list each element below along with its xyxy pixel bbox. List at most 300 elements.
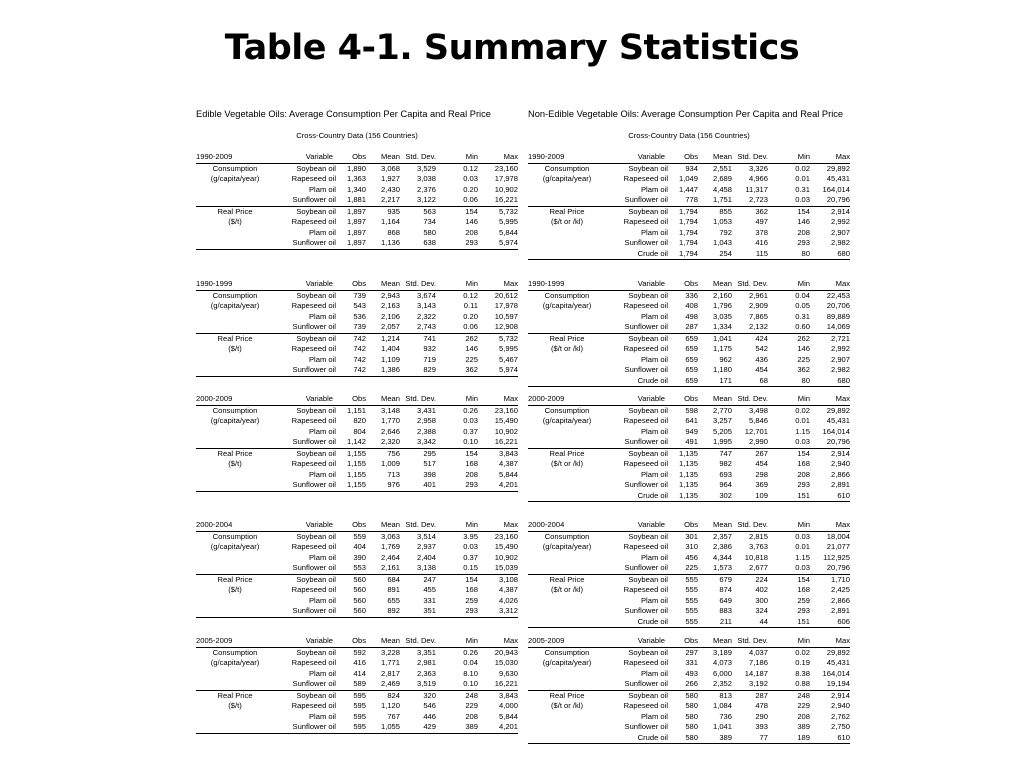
col-header-min: Min <box>436 152 478 163</box>
mean-cell: 655 <box>387 595 400 605</box>
min-cell: 0.10 <box>463 679 478 688</box>
obs-cell: 225 <box>685 563 698 572</box>
std-dev-cell: 68 <box>732 376 768 387</box>
max-cell: 3,108 <box>478 574 518 585</box>
max-cell: 2,982 <box>830 238 850 247</box>
table-row <box>196 185 518 196</box>
category-cell <box>528 596 606 607</box>
col-header-min: Min <box>768 636 810 647</box>
header-row <box>196 520 518 531</box>
table-row <box>528 470 850 481</box>
max-cell: 15,039 <box>494 563 518 572</box>
category-cell <box>196 669 274 680</box>
std-dev-cell: 247 <box>400 574 436 585</box>
table-row <box>196 574 518 585</box>
obs-cell: 297 <box>685 647 698 657</box>
col-header-std-dev: Std. Dev. <box>400 279 436 290</box>
col-header-obs: Obs <box>336 520 366 531</box>
period-label: 1990-2009 <box>196 152 274 163</box>
std-dev-cell: 416 <box>755 238 768 247</box>
category-label: Real Price <box>528 333 606 344</box>
period-label: 2000-2009 <box>196 394 274 405</box>
min-cell: 0.02 <box>795 163 810 173</box>
col-header-min: Min <box>768 279 810 290</box>
table-row <box>196 658 518 669</box>
mean-cell: 1,043 <box>712 238 732 247</box>
variable-cell: Soybean oil <box>274 690 336 701</box>
std-dev-cell: 2,132 <box>748 322 768 331</box>
table-row <box>528 185 850 196</box>
mean-cell: 1,009 <box>380 459 400 468</box>
std-dev-cell: 2,677 <box>748 563 768 572</box>
variable-cell: Rapeseed oil <box>291 217 336 226</box>
std-dev-cell: 454 <box>755 459 768 468</box>
min-cell: 0.01 <box>795 542 810 551</box>
obs-cell: 804 <box>353 426 366 436</box>
category-unit: (g/capita/year) <box>542 174 592 183</box>
category-cell <box>528 249 606 260</box>
table-row <box>528 531 850 542</box>
std-dev-cell: 429 <box>400 722 436 733</box>
period-label: 2005-2009 <box>528 636 606 647</box>
min-cell: 0.03 <box>795 437 810 446</box>
variable-cell: Soybean oil <box>274 574 336 585</box>
panel-subtitle: Cross-Country Data (156 Countries) <box>628 131 750 140</box>
stats-table <box>528 279 850 387</box>
obs-cell: 1,135 <box>678 480 698 489</box>
std-dev-cell: 4,037 <box>748 647 768 657</box>
obs-cell: 742 <box>336 333 366 344</box>
table-row <box>196 690 518 701</box>
variable-cell: Plam oil <box>640 668 668 678</box>
std-dev-cell: 7,186 <box>748 658 768 667</box>
std-dev-cell: 378 <box>755 227 768 237</box>
col-header-std-dev: Std. Dev. <box>400 636 436 647</box>
mean-cell: 1,927 <box>380 174 400 183</box>
max-cell: 89,889 <box>826 311 850 321</box>
min-cell: 154 <box>436 574 478 585</box>
col-header-mean: Mean <box>366 279 400 290</box>
max-cell: 2,891 <box>830 606 850 615</box>
max-cell: 20,796 <box>826 195 850 204</box>
col-header-variable: Variable <box>274 394 336 405</box>
min-cell: 293 <box>797 480 810 489</box>
table-row <box>528 405 850 416</box>
mean-cell: 2,357 <box>712 531 732 541</box>
min-cell: 0.31 <box>795 311 810 321</box>
mean-cell: 211 <box>698 617 732 628</box>
category-label: Real Price <box>196 448 274 459</box>
mean-cell: 1,770 <box>380 416 400 425</box>
max-cell: 20,943 <box>494 647 518 657</box>
min-cell: 293 <box>797 238 810 247</box>
category-unit: ($/t) <box>228 701 242 710</box>
category-unit: ($/t or /kl) <box>550 217 584 226</box>
obs-cell: 1,135 <box>678 459 698 468</box>
category-cell <box>528 553 606 564</box>
variable-cell: Plam oil <box>308 227 336 237</box>
table-row <box>196 301 518 312</box>
obs-cell: 416 <box>353 658 366 667</box>
std-dev-cell: 398 <box>423 469 436 479</box>
col-header-variable: Variable <box>274 520 336 531</box>
min-cell: 0.26 <box>463 405 478 415</box>
max-cell: 45,431 <box>826 416 850 425</box>
table-row <box>196 355 518 366</box>
col-header-std-dev: Std. Dev. <box>732 152 768 163</box>
category-cell <box>196 470 274 481</box>
col-header-max: Max <box>478 636 518 647</box>
variable-cell: Soybean oil <box>606 206 668 217</box>
category-label: Consumption <box>212 163 258 173</box>
mean-cell: 2,646 <box>380 426 400 436</box>
header-row <box>196 279 518 290</box>
col-header-std-dev: Std. Dev. <box>732 636 768 647</box>
table-row <box>528 733 850 744</box>
category-unit: ($/t or /kl) <box>550 701 584 710</box>
max-cell: 23,160 <box>494 163 518 173</box>
mean-cell: 1,404 <box>380 344 400 353</box>
variable-cell: Plam oil <box>640 552 668 562</box>
period-label: 2005-2009 <box>196 636 274 647</box>
obs-cell: 1,897 <box>336 206 366 217</box>
table-row <box>196 228 518 239</box>
table-row <box>528 427 850 438</box>
max-cell: 4,201 <box>478 722 518 733</box>
max-cell: 18,004 <box>826 531 850 541</box>
col-header-variable: Variable <box>606 152 668 163</box>
obs-cell: 404 <box>353 542 366 551</box>
obs-cell: 555 <box>668 574 698 585</box>
mean-cell: 679 <box>698 574 732 585</box>
std-dev-cell: 580 <box>423 227 436 237</box>
max-cell: 20,706 <box>826 301 850 310</box>
table-row <box>196 470 518 481</box>
col-header-obs: Obs <box>668 394 698 405</box>
col-header-obs: Obs <box>668 152 698 163</box>
mean-cell: 3,257 <box>712 416 732 425</box>
variable-cell: Rapeseed oil <box>291 542 336 551</box>
min-cell: 208 <box>797 469 810 479</box>
mean-cell: 982 <box>719 459 732 468</box>
max-cell: 5,732 <box>478 333 518 344</box>
col-header-max: Max <box>810 394 850 405</box>
variable-cell: Plam oil <box>308 311 336 321</box>
max-cell: 10,902 <box>494 184 518 194</box>
min-cell: 293 <box>436 480 478 491</box>
mean-cell: 935 <box>366 206 400 217</box>
obs-cell: 301 <box>685 531 698 541</box>
min-cell: 146 <box>465 344 478 353</box>
max-cell: 2,914 <box>810 448 850 459</box>
mean-cell: 1,751 <box>712 195 732 204</box>
std-dev-cell: 2,981 <box>416 658 436 667</box>
col-header-min: Min <box>768 394 810 405</box>
period-block <box>528 394 850 502</box>
variable-cell: Plam oil <box>640 469 668 479</box>
table-row <box>528 448 850 459</box>
col-header-mean: Mean <box>698 279 732 290</box>
category-cell <box>196 722 274 733</box>
table-row <box>528 174 850 185</box>
max-cell: 2,940 <box>830 459 850 468</box>
category-label: Real Price <box>528 206 606 217</box>
std-dev-cell: 3,674 <box>416 290 436 300</box>
table-row <box>528 542 850 553</box>
variable-cell: Crude oil <box>606 376 668 387</box>
max-cell: 3,843 <box>478 448 518 459</box>
std-dev-cell: 10,818 <box>744 552 768 562</box>
max-cell: 5,844 <box>498 227 518 237</box>
max-cell: 2,425 <box>830 585 850 594</box>
category-label: Consumption <box>544 647 590 657</box>
col-header-min: Min <box>436 636 478 647</box>
mean-cell: 1,334 <box>712 322 732 331</box>
category-cell <box>528 617 606 628</box>
std-dev-cell: 109 <box>732 491 768 502</box>
variable-cell: Soybean oil <box>296 163 336 173</box>
max-cell: 4,387 <box>498 459 518 468</box>
table-row <box>196 195 518 206</box>
min-cell: 262 <box>436 333 478 344</box>
mean-cell: 2,386 <box>712 542 732 551</box>
max-cell: 23,160 <box>494 405 518 415</box>
max-cell: 5,844 <box>498 711 518 721</box>
min-cell: 208 <box>797 227 810 237</box>
max-cell: 9,630 <box>498 668 518 678</box>
table-row <box>196 365 518 376</box>
stats-table <box>528 152 850 260</box>
header-row <box>528 152 850 163</box>
std-dev-cell: 2,376 <box>416 184 436 194</box>
mean-cell: 1,214 <box>366 333 400 344</box>
std-dev-cell: 454 <box>755 365 768 374</box>
header-row <box>528 520 850 531</box>
obs-cell: 1,049 <box>678 174 698 183</box>
panel-title: Non-Edible Vegetable Oils: Average Consumption Per Capita and Real Price <box>528 109 844 119</box>
obs-cell: 1,340 <box>346 184 366 194</box>
variable-cell: Plam oil <box>308 354 336 364</box>
category-cell <box>196 195 274 206</box>
variable-cell: Rapeseed oil <box>291 459 336 468</box>
obs-cell: 1,155 <box>346 469 366 479</box>
variable-cell: Sunflower oil <box>274 722 336 733</box>
variable-cell: Sunflower oil <box>292 679 336 688</box>
obs-cell: 408 <box>685 301 698 310</box>
obs-cell: 595 <box>336 690 366 701</box>
variable-cell: Soybean oil <box>628 405 668 415</box>
std-dev-cell: 829 <box>400 365 436 376</box>
max-cell: 4,201 <box>478 480 518 491</box>
table-row <box>196 238 518 249</box>
min-cell: 229 <box>465 701 478 710</box>
min-cell: 0.31 <box>795 184 810 194</box>
variable-cell: Rapeseed oil <box>623 174 668 183</box>
min-cell: 0.01 <box>795 174 810 183</box>
mean-cell: 1,769 <box>380 542 400 551</box>
variable-cell: Rapeseed oil <box>623 658 668 667</box>
mean-cell: 891 <box>387 585 400 594</box>
variable-cell: Soybean oil <box>606 574 668 585</box>
table-row <box>196 206 518 217</box>
variable-cell: Rapeseed oil <box>623 217 668 226</box>
category-unit: ($/t) <box>228 585 242 594</box>
mean-cell: 2,057 <box>380 322 400 331</box>
variable-cell: Rapeseed oil <box>291 585 336 594</box>
table-row <box>196 712 518 723</box>
std-dev-cell: 3,519 <box>416 679 436 688</box>
min-cell: 0.60 <box>795 322 810 331</box>
variable-cell: Sunflower oil <box>292 563 336 572</box>
max-cell: 680 <box>810 376 850 387</box>
table-row <box>528 249 850 260</box>
obs-cell: 414 <box>353 668 366 678</box>
mean-cell: 1,120 <box>380 701 400 710</box>
min-cell: 189 <box>768 733 810 744</box>
table-row <box>528 690 850 701</box>
obs-cell: 580 <box>668 690 698 701</box>
obs-cell: 580 <box>685 722 698 731</box>
max-cell: 29,892 <box>826 163 850 173</box>
category-cell <box>528 470 606 481</box>
std-dev-cell: 2,958 <box>416 416 436 425</box>
col-header-obs: Obs <box>336 636 366 647</box>
table-row <box>196 701 518 712</box>
variable-cell: Crude oil <box>606 733 668 744</box>
table-row <box>528 238 850 249</box>
mean-cell: 1,796 <box>712 301 732 310</box>
variable-cell: Soybean oil <box>606 690 668 701</box>
category-unit: (g/capita/year) <box>210 416 260 425</box>
obs-cell: 336 <box>685 290 698 300</box>
mean-cell: 1,041 <box>698 333 732 344</box>
max-cell: 5,732 <box>478 206 518 217</box>
max-cell: 2,940 <box>830 701 850 710</box>
col-header-mean: Mean <box>698 152 732 163</box>
table-row <box>528 679 850 690</box>
min-cell: 0.15 <box>463 563 478 572</box>
panel-subtitle: Cross-Country Data (156 Countries) <box>296 131 418 140</box>
mean-cell: 1,109 <box>380 354 400 364</box>
max-cell: 164,014 <box>822 668 850 678</box>
variable-cell: Rapeseed oil <box>291 416 336 425</box>
max-cell: 5,974 <box>478 365 518 376</box>
std-dev-cell: 734 <box>423 217 436 226</box>
min-cell: 362 <box>436 365 478 376</box>
table-row <box>196 542 518 553</box>
max-cell: 15,030 <box>494 658 518 667</box>
table-row <box>196 437 518 448</box>
category-cell <box>528 679 606 690</box>
min-cell: 0.12 <box>463 163 478 173</box>
min-cell: 0.02 <box>795 647 810 657</box>
min-cell: 362 <box>797 365 810 374</box>
max-cell: 4,387 <box>498 585 518 594</box>
max-cell: 2,866 <box>830 469 850 479</box>
obs-cell: 739 <box>353 322 366 331</box>
col-header-min: Min <box>768 520 810 531</box>
table-row <box>196 722 518 733</box>
obs-cell: 1,897 <box>346 217 366 226</box>
variable-cell: Soybean oil <box>296 405 336 415</box>
max-cell: 2,866 <box>830 595 850 605</box>
mean-cell: 1,386 <box>366 365 400 376</box>
table-row <box>528 344 850 355</box>
std-dev-cell: 44 <box>732 617 768 628</box>
category-unit: ($/t) <box>228 344 242 353</box>
mean-cell: 1,136 <box>366 238 400 249</box>
mean-cell: 254 <box>698 249 732 260</box>
category-unit: (g/capita/year) <box>210 301 260 310</box>
std-dev-cell: 3,326 <box>748 163 768 173</box>
max-cell: 2,914 <box>810 690 850 701</box>
obs-cell: 555 <box>685 595 698 605</box>
obs-cell: 1,151 <box>346 405 366 415</box>
category-cell <box>528 427 606 438</box>
table-row <box>196 585 518 596</box>
std-dev-cell: 324 <box>755 606 768 615</box>
std-dev-cell: 517 <box>423 459 436 468</box>
max-cell: 22,453 <box>826 290 850 300</box>
obs-cell: 598 <box>685 405 698 415</box>
obs-cell: 659 <box>668 376 698 387</box>
mean-cell: 1,771 <box>380 658 400 667</box>
max-cell: 3,843 <box>478 690 518 701</box>
category-unit: (g/capita/year) <box>210 542 260 551</box>
max-cell: 29,892 <box>826 405 850 415</box>
col-header-std-dev: Std. Dev. <box>400 394 436 405</box>
std-dev-cell: 77 <box>732 733 768 744</box>
max-cell: 2,762 <box>830 711 850 721</box>
max-cell: 2,891 <box>830 480 850 489</box>
table-row <box>528 617 850 628</box>
variable-cell: Plam oil <box>308 595 336 605</box>
obs-cell: 560 <box>336 574 366 585</box>
std-dev-cell: 2,990 <box>748 437 768 446</box>
max-cell: 5,995 <box>498 217 518 226</box>
table-row <box>528 658 850 669</box>
mean-cell: 962 <box>719 354 732 364</box>
mean-cell: 171 <box>698 376 732 387</box>
category-unit: (g/capita/year) <box>542 658 592 667</box>
obs-cell: 493 <box>685 668 698 678</box>
period-block <box>196 636 518 734</box>
variable-cell: Sunflower oil <box>624 722 668 731</box>
std-dev-cell: 932 <box>423 344 436 353</box>
mean-cell: 3,189 <box>712 647 732 657</box>
obs-cell: 580 <box>668 733 698 744</box>
max-cell: 2,907 <box>830 227 850 237</box>
std-dev-cell: 2,937 <box>416 542 436 551</box>
max-cell: 16,221 <box>494 679 518 688</box>
obs-cell: 589 <box>353 679 366 688</box>
max-cell: 14,069 <box>826 322 850 331</box>
table-row <box>528 480 850 491</box>
variable-cell: Rapeseed oil <box>623 585 668 594</box>
max-cell: 19,194 <box>826 679 850 688</box>
table-row <box>196 344 518 355</box>
std-dev-cell: 224 <box>732 574 768 585</box>
col-header-variable: Variable <box>606 279 668 290</box>
mean-cell: 747 <box>698 448 732 459</box>
min-cell: 0.06 <box>463 195 478 204</box>
min-cell: 0.04 <box>463 658 478 667</box>
obs-cell: 659 <box>668 333 698 344</box>
min-cell: 293 <box>436 606 478 617</box>
col-header-obs: Obs <box>336 279 366 290</box>
min-cell: 0.03 <box>795 563 810 572</box>
min-cell: 151 <box>768 491 810 502</box>
